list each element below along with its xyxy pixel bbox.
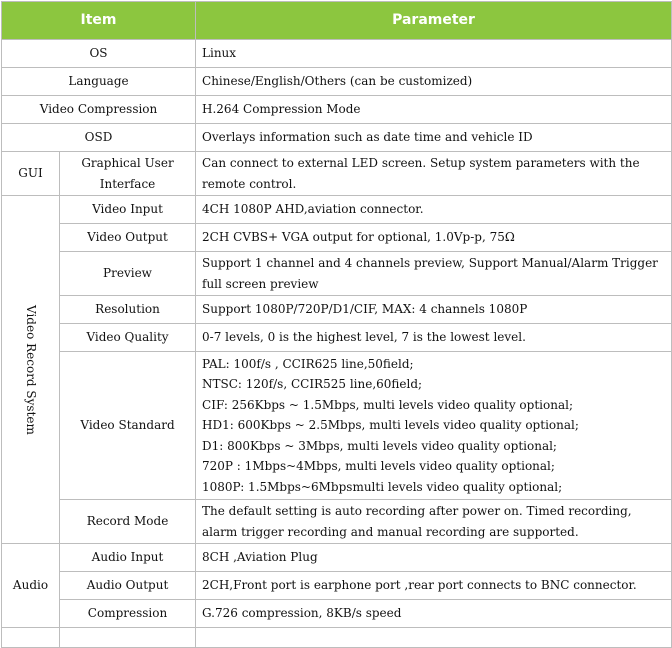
- video-standard-line: HD1: 600Kbps ~ 2.5Mbps, multi levels video quality optional;: [202, 418, 579, 433]
- header-row: [2, 2, 672, 40]
- table-row: [2, 40, 672, 68]
- row-label-os: OS: [2, 40, 196, 68]
- row-label-video-compression: Video Compression: [2, 96, 196, 124]
- row-value-compression: G.726 compression, 8KB/s speed: [196, 600, 672, 628]
- row-value-record-mode: The default setting is auto recording after power on. Timed recording, alarm trigger recording and manual recording are supported.: [196, 500, 672, 544]
- partial-cell: [196, 628, 672, 648]
- row-value-gui: Can connect to external LED screen. Setup system parameters with the remote control.: [196, 152, 672, 196]
- table-row: [2, 572, 672, 600]
- table-row: [2, 600, 672, 628]
- table-row: [2, 196, 672, 224]
- partial-cell: [2, 628, 60, 648]
- row-label-gui: Graphical User Interface: [60, 152, 196, 196]
- row-value-video-compression: H.264 Compression Mode: [196, 96, 672, 124]
- group-label-gui: GUI: [2, 152, 60, 196]
- row-label-language: Language: [2, 68, 196, 96]
- row-value-video-input: 4CH 1080P AHD,aviation connector.: [196, 196, 672, 224]
- row-value-preview: Support 1 channel and 4 channels preview, Support Manual/Alarm Trigger full screen preview: [196, 252, 672, 296]
- row-label-video-output: Video Output: [60, 224, 196, 252]
- group-label-audio: Audio: [2, 544, 60, 628]
- header-item: Item: [2, 2, 196, 40]
- row-value-resolution: Support 1080P/720P/D1/CIF, MAX: 4 channels 1080P: [196, 296, 672, 324]
- table-row: [2, 500, 672, 544]
- video-standard-line: 1080P: 1.5Mbps~6Mbpsmulti levels video quality optional;: [202, 479, 563, 494]
- row-label-video-standard: Video Standard: [60, 352, 196, 500]
- row-label-osd: OSD: [2, 124, 196, 152]
- row-label-preview: Preview: [60, 252, 196, 296]
- partial-cell: [60, 628, 196, 648]
- table-row: [2, 352, 672, 500]
- row-label-compression: Compression: [60, 600, 196, 628]
- video-standard-line: CIF: 256Kbps ~ 1.5Mbps, multi levels video quality optional;: [202, 397, 573, 412]
- row-value-video-standard: [196, 352, 672, 500]
- row-value-video-quality: 0-7 levels, 0 is the highest level, 7 is the lowest level.: [196, 324, 672, 352]
- table-row: [2, 68, 672, 96]
- video-standard-line: D1: 800Kbps ~ 3Mbps, multi levels video quality optional;: [202, 438, 557, 453]
- row-label-audio-output: Audio Output: [60, 572, 196, 600]
- row-value-osd: Overlays information such as date time and vehicle ID: [196, 124, 672, 152]
- table-row: [2, 296, 672, 324]
- table-row: [2, 96, 672, 124]
- table-row-partial: [2, 628, 672, 648]
- header-parameter: Parameter: [196, 2, 672, 40]
- row-value-video-output: 2CH CVBS+ VGA output for optional, 1.0Vp-p, 75Ω: [196, 224, 672, 252]
- table-row: [2, 124, 672, 152]
- video-standard-line: NTSC: 120f/s, CCIR525 line,60field;: [202, 377, 423, 392]
- video-standard-line: PAL: 100f/s , CCIR625 line,50field;: [202, 356, 414, 371]
- video-standard-line: 720P : 1Mbps~4Mbps, multi levels video quality optional;: [202, 459, 555, 474]
- row-label-resolution: Resolution: [60, 296, 196, 324]
- row-value-os: Linux: [196, 40, 672, 68]
- row-value-language: Chinese/English/Others (can be customized): [196, 68, 672, 96]
- group-label-video-record-system: [2, 196, 60, 544]
- row-label-audio-input: Audio Input: [60, 544, 196, 572]
- spec-table: [1, 1, 672, 648]
- row-value-audio-output: 2CH,Front port is earphone port ,rear port connects to BNC connector.: [196, 572, 672, 600]
- table-row: [2, 252, 672, 296]
- table-row: [2, 544, 672, 572]
- row-label-video-input: Video Input: [60, 196, 196, 224]
- row-label-record-mode: Record Mode: [60, 500, 196, 544]
- group-label-video-record-text: Video Record System: [23, 304, 38, 435]
- table-row: [2, 324, 672, 352]
- row-value-audio-input: 8CH ,Aviation Plug: [196, 544, 672, 572]
- table-row: [2, 152, 672, 196]
- table-row: [2, 224, 672, 252]
- row-label-video-quality: Video Quality: [60, 324, 196, 352]
